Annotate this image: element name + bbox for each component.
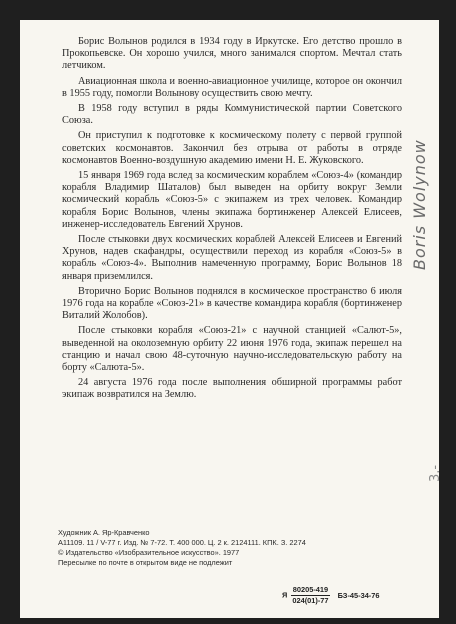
paragraph: Авиационная школа и военно-авиационное училище, которое он окончил в 1955 году, помогли Волынову осуществить свою мечту.: [62, 75, 402, 99]
biography-text: [62, 36, 402, 405]
code-isbn: БЗ-45-34-76: [337, 590, 380, 600]
paragraph: Он приступил к подготовке к космическому полету с первой группой советских космонавтов. Закончил без отрыва от работы в отряде космонавтов Военно-воздушную академию имени Н. Е. Жуковского.: [62, 130, 402, 166]
pencil-price-mark: 3.-: [428, 464, 443, 482]
imprint-block: [58, 528, 363, 568]
imprint-line: А11109. 11 / V-77 г. Изд. № 7-72. Т. 400 000. Ц. 2 к. 2124111. КПК. З. 2274: [58, 538, 306, 547]
paragraph: Борис Волынов родился в 1934 году в Иркутске. Его детство прошло в Прокопьевске. Он хорошо учился, много занимался спортом. Мечтал стать летчиком.: [62, 36, 402, 72]
paragraph: После стыковки корабля «Союз-21» с научной станцией «Салют-5», выведенной на околоземную орбиту 22 июня 1976 года, экипаж перешел на станцию и начал свою 48-суточную научно-исследовательскую работу на борту «Салюта-5».: [62, 325, 402, 374]
paragraph: В 1958 году вступил в ряды Коммунистической партии Советского Союза.: [62, 103, 402, 127]
code-numerator: 80205-419: [292, 585, 329, 594]
handwritten-signature: Boris Wolynow: [410, 139, 429, 270]
paragraph: Вторично Борис Волынов поднялся в космическое пространство 6 июля 1976 года на корабле «Союз-21» в качестве командира корабля (бортинженер Виталий Жолобов).: [62, 285, 402, 322]
code-denominator: 024(01)-77: [292, 596, 329, 605]
postal-note: Пересылке по почте в открытом виде не подлежит: [58, 558, 233, 567]
paragraph: 24 августа 1976 года после выполнения обширной программы работ экипаж возвратился на Землю.: [62, 377, 402, 401]
paragraph: 15 января 1969 года вслед за космическим кораблем «Союз-4» (командир корабля Владимир Шаталов) был выведен на орбиту вокруг Земли космический корабль «Союз-5» с экипажем из трех человек. Командир корабля Борис Волынов, члены экипажа бортинженер Алексей Елисеев, инженер-исследователь Евгений Хрунов.: [62, 170, 402, 230]
artist-credit: Художник А. Яр-Кравченко: [58, 528, 150, 537]
paragraph: После стыковки двух космических кораблей Алексей Елисеев и Евгений Хрунов, надев скафандры, осуществили переход из корабля «Союз-5» в корабль «Союз-4». Выполнив намеченную программу, Борис Волынов 18 января приземлился.: [62, 234, 402, 282]
postcard-back: [20, 20, 443, 618]
catalog-code: [282, 585, 379, 606]
code-fraction: [291, 585, 329, 606]
code-prefix: Я: [282, 590, 288, 600]
publisher-line: © Издательство «Изобразительное искусство». 1977: [58, 548, 240, 557]
